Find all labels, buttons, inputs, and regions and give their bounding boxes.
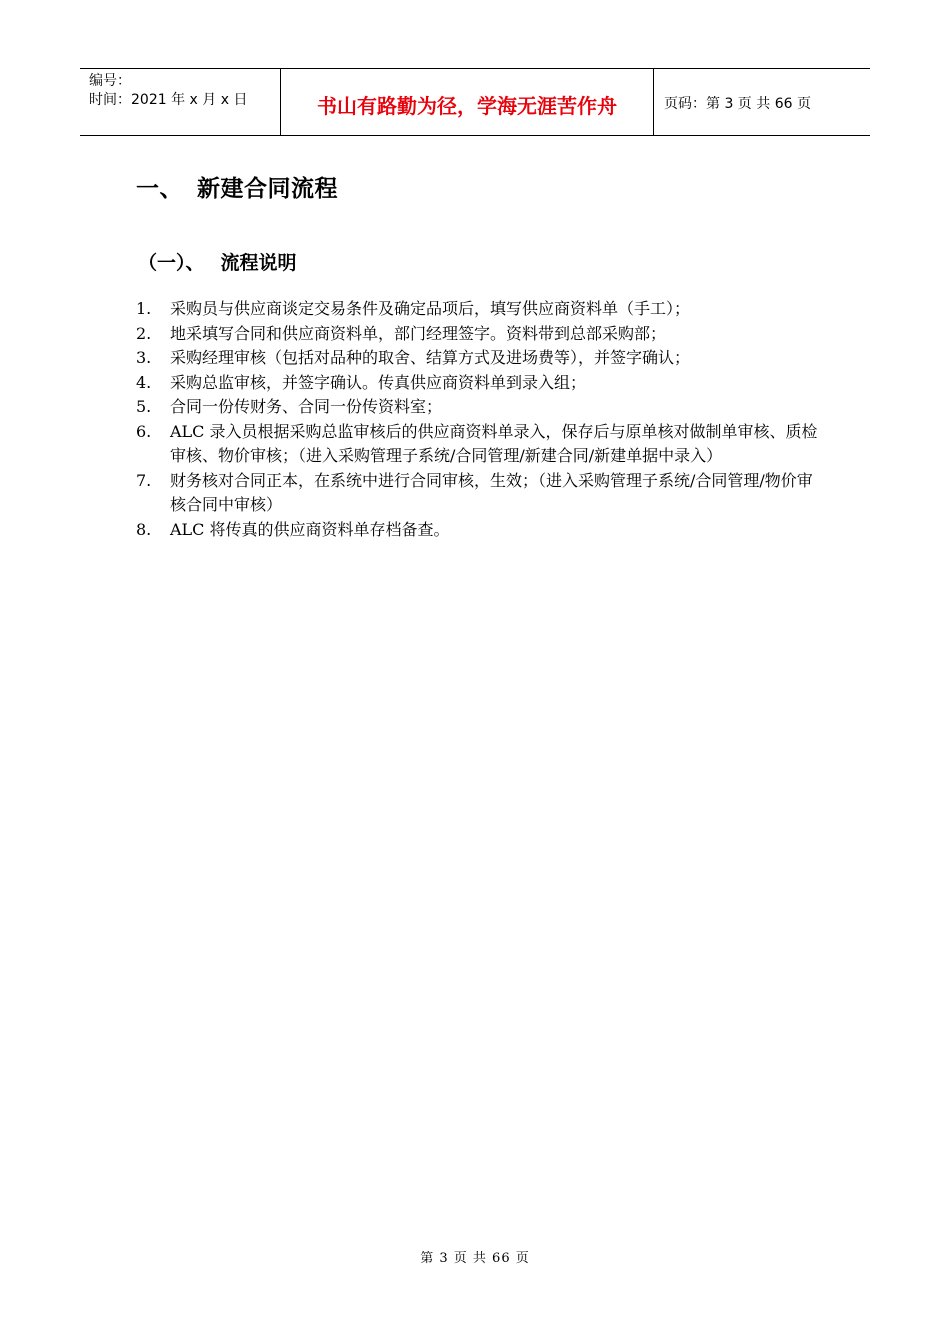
process-steps-list	[136, 297, 826, 542]
list-item	[136, 346, 826, 371]
subsection-heading	[138, 248, 297, 275]
list-item	[136, 297, 826, 322]
list-item	[136, 322, 826, 347]
step-number: 7.	[136, 470, 152, 490]
step-number: 4.	[136, 372, 152, 392]
step-number: 8.	[136, 519, 152, 539]
list-item	[136, 469, 826, 518]
section-title: 新建合同流程	[197, 176, 338, 202]
header-meta-cell	[80, 69, 281, 135]
list-item	[136, 518, 826, 543]
header-motto: 书山有路勤为径，学海无涯苦作舟	[281, 69, 654, 135]
step-text: 采购员与供应商谈定交易条件及确定品项后，填写供应商资料单（手工）；	[170, 299, 691, 318]
section-number: 一、	[136, 176, 183, 202]
step-text: 采购经理审核（包括对品种的取舍、结算方式及进场费等），并签字确认；	[170, 348, 691, 367]
list-item	[136, 395, 826, 420]
page-header	[80, 68, 870, 136]
subsection-title: 流程说明	[220, 252, 297, 274]
subsection-number: （一）、	[138, 252, 205, 274]
header-page-info: 页码：第 3 页 共 66 页	[664, 96, 811, 112]
step-number: 2.	[136, 323, 152, 343]
step-text: 地采填写合同和供应商资料单，部门经理签字。资料带到总部采购部；	[170, 323, 667, 343]
step-text: 合同一份传财务、合同一份传资料室；	[170, 397, 443, 416]
step-number: 5.	[136, 397, 152, 416]
step-number: 1.	[136, 299, 152, 318]
step-number: 6.	[136, 421, 152, 441]
list-item	[136, 371, 826, 396]
list-item	[136, 420, 826, 469]
step-number: 3.	[136, 348, 152, 367]
section-heading	[136, 170, 338, 203]
step-text: 采购总监审核，并签字确认。传真供应商资料单到录入组；	[170, 372, 587, 392]
step-text: ALC 录入员根据采购总监审核后的供应商资料单录入，保存后与原单核对做制单审核、质检审核、物价审核；（进入采购管理子系统/合同管理/新建合同/新建单据中录入）	[170, 421, 818, 465]
step-text: 财务核对合同正本，在系统中进行合同审核，生效；（进入采购管理子系统/合同管理/物价审核合同中审核）	[170, 470, 813, 514]
document-number-label: 编号：	[89, 73, 131, 89]
step-text: ALC 将传真的供应商资料单存档备查。	[170, 519, 450, 539]
page-footer: 第 3 页 共 66 页	[420, 1251, 530, 1266]
document-date-label: 时间：2021 年 x 月 x 日	[89, 92, 248, 108]
